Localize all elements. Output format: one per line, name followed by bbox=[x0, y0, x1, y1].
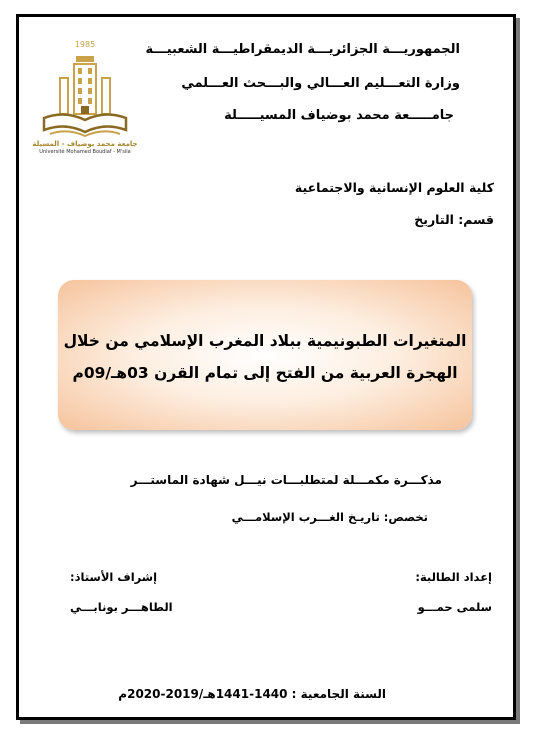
thesis-title-box bbox=[58, 280, 472, 430]
university-emblem-icon bbox=[30, 48, 140, 148]
department-name: قسم: التاريخ bbox=[414, 212, 494, 227]
logo-name-arabic: جامعة محمد بوضياف - المسيلة bbox=[32, 140, 138, 148]
academic-year: السنة الجامعية : 1440-1441هـ/2019-2020م bbox=[118, 687, 386, 701]
republic-name: الجمهوريـــة الجزائريـــة الديمقراطيـــة الشعبيـــة bbox=[145, 42, 460, 57]
logo-year: 1985 bbox=[74, 40, 96, 49]
university-logo bbox=[30, 40, 140, 156]
specialty: تخصص: تاريـخ الغـــرب الإسلامـــي bbox=[231, 510, 428, 524]
thesis-title-line-2: الهجرة العربية من الفتح إلى تمام القرن 03هـ/09م bbox=[72, 364, 458, 382]
supervisor-name: الطاهـــر بونابـــي bbox=[70, 600, 173, 614]
student-name: سلمى حمـــو bbox=[417, 600, 492, 614]
supervisor-label: إشراف الأستاذ: bbox=[70, 570, 158, 584]
faculty-name: كلية العلوم الإنسانية والاجتماعية bbox=[294, 180, 494, 195]
university-name: جامـــــعة محمد بوضياف المسيـــــلة bbox=[224, 108, 454, 123]
thesis-title-line-1: المتغيرات الطبونيمية ببلاد المغرب الإسلامي من خلال bbox=[63, 332, 467, 350]
ministry-name: وزارة التعـــليم العـــالي والبـــحث العـــلمي bbox=[181, 76, 460, 91]
logo-name-french: Université Mohamed Boudiaf - M'sila bbox=[39, 149, 131, 155]
memo-statement: مذكـــرة مكمـــلة لمتطلبـــات نيـــل شهادة الماستـــر bbox=[130, 473, 442, 487]
student-label: إعداد الطالبة: bbox=[415, 570, 492, 584]
